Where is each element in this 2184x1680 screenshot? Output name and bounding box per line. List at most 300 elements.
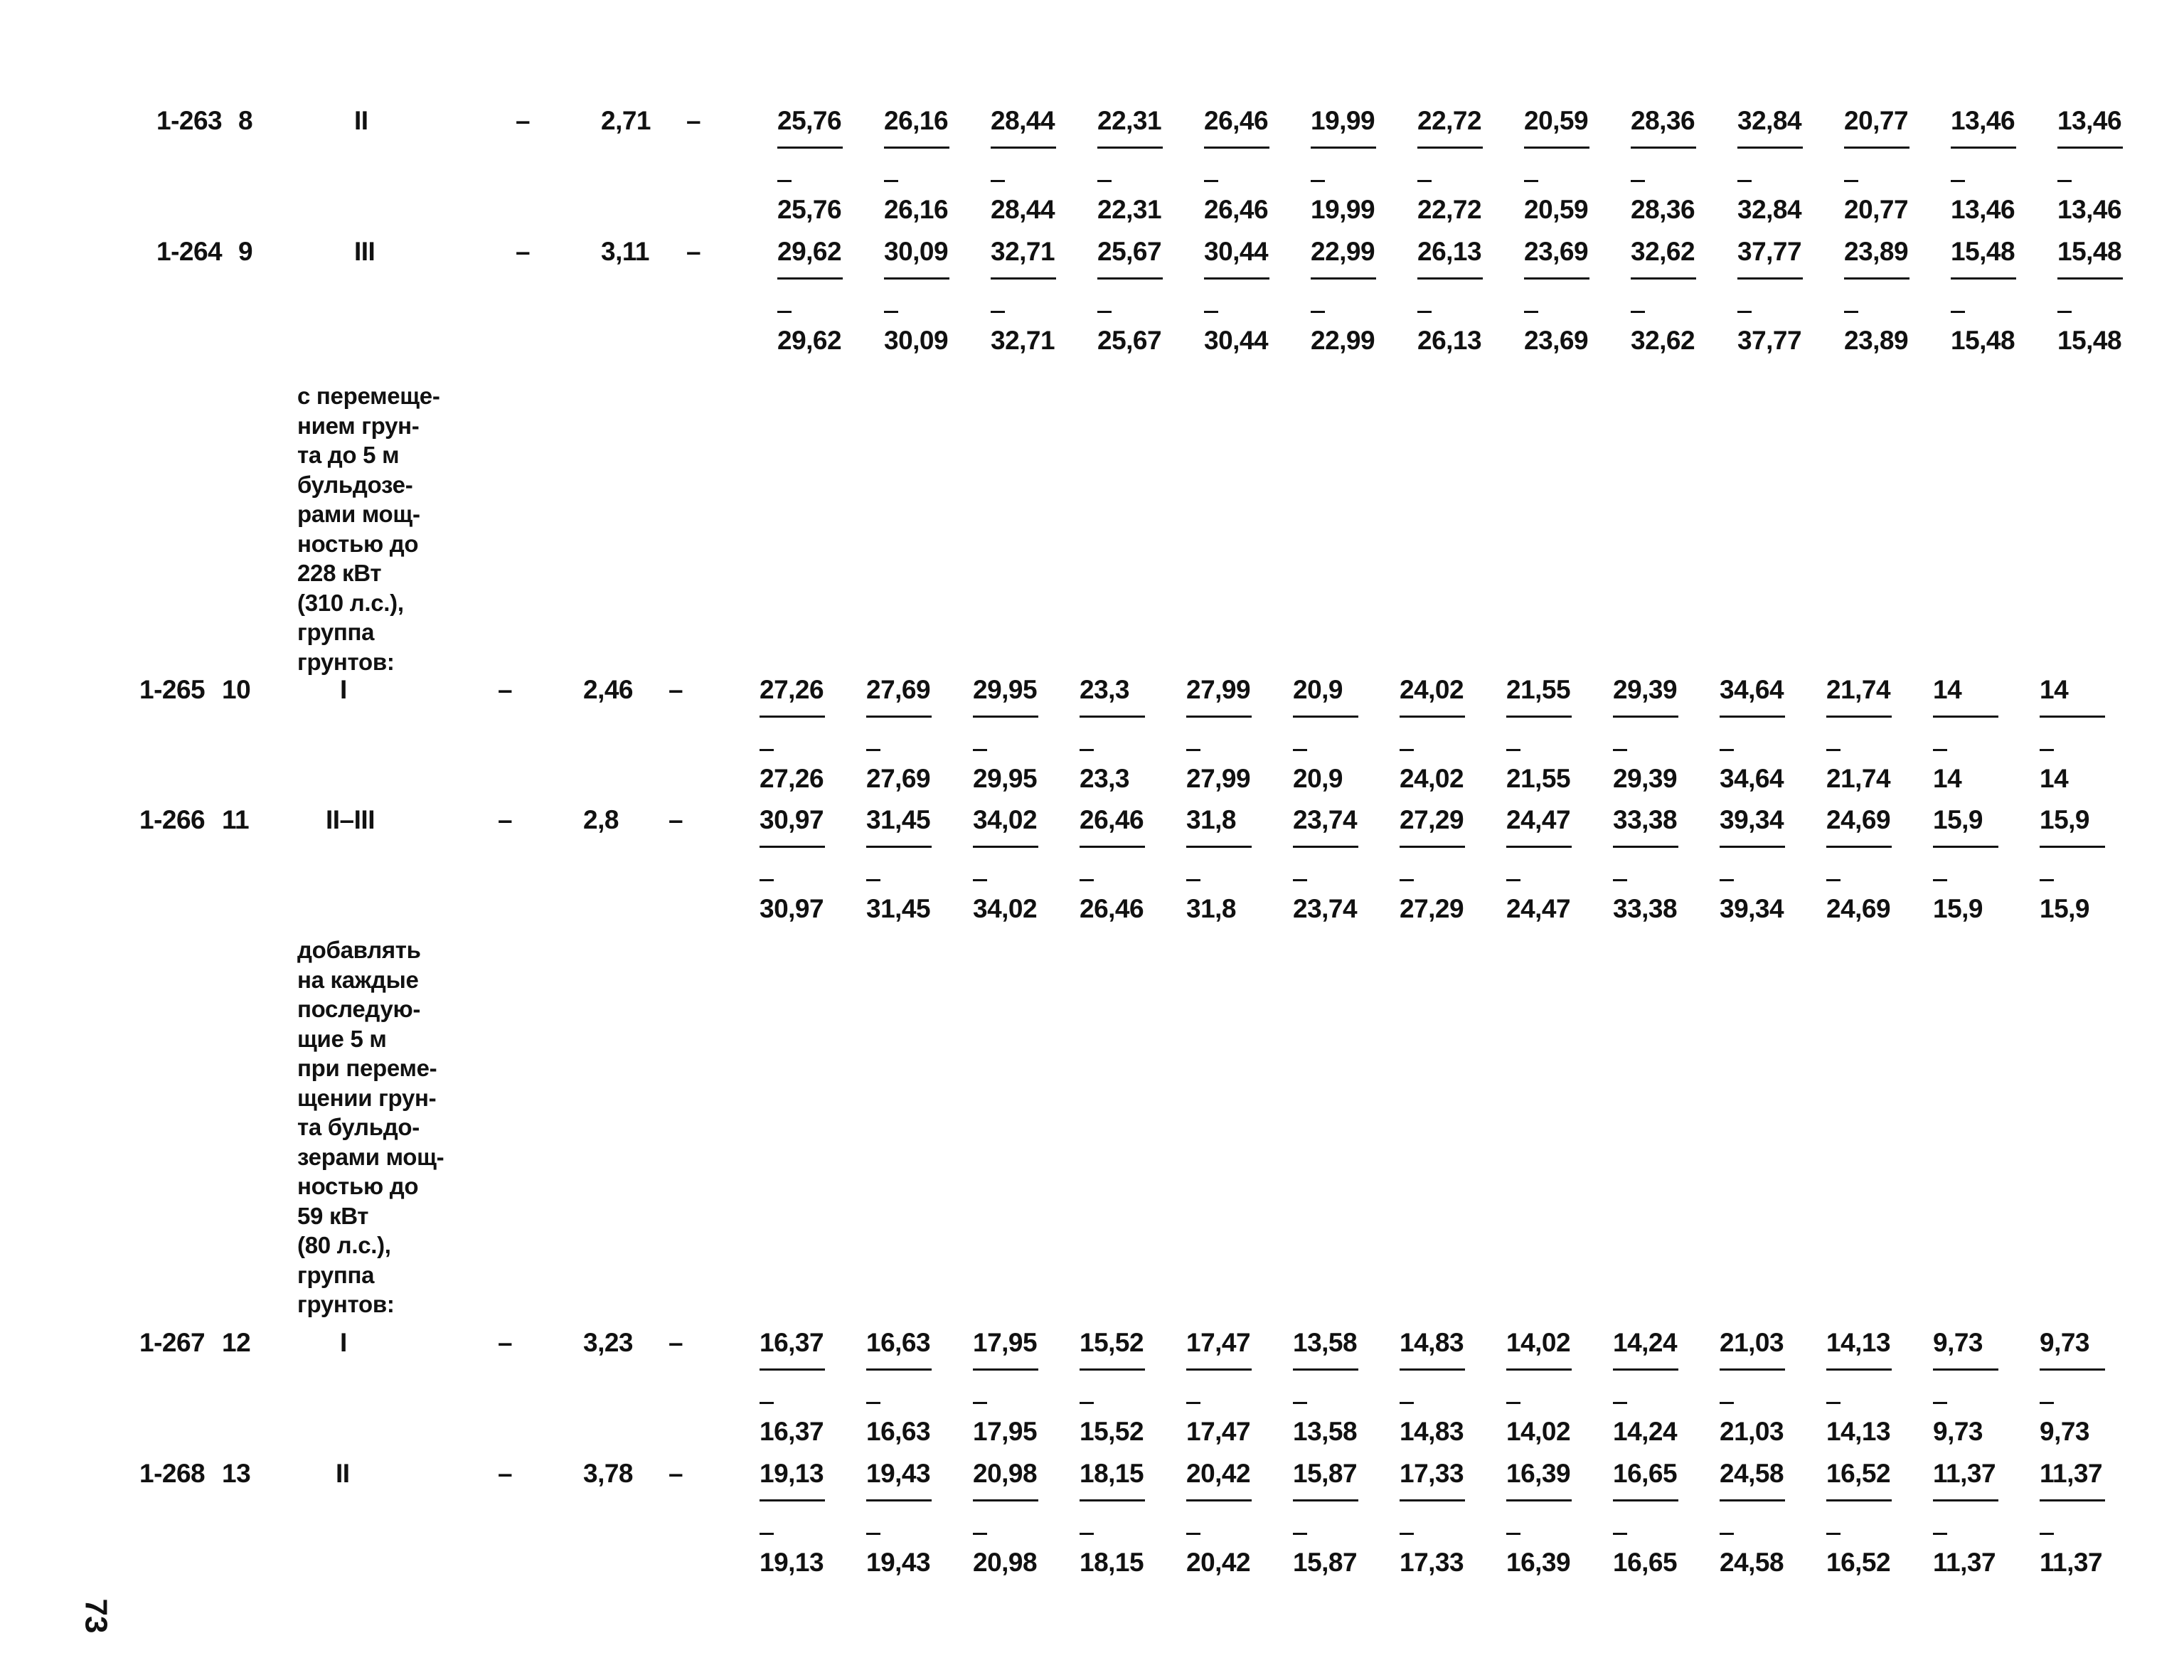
price-denominator: 15,48: [1951, 326, 2015, 355]
fraction-line: [1933, 1499, 1998, 1501]
price-numerator: 26,46: [1080, 805, 1144, 834]
price-denominator: 26,46: [1204, 195, 1269, 224]
price-denominator: 14,24: [1613, 1417, 1678, 1446]
price-numerator: 39,34: [1720, 805, 1784, 834]
empty-dash: –: [668, 1459, 683, 1488]
fraction-minus: [1186, 1402, 1200, 1404]
coefficient-value: 3,11: [601, 237, 649, 266]
empty-dash: –: [668, 805, 683, 834]
price-numerator: 25,67: [1097, 237, 1162, 266]
fraction-line: [866, 1368, 932, 1371]
price-numerator: 24,58: [1720, 1459, 1784, 1488]
fraction-minus: [760, 1402, 774, 1404]
fraction-line: [1097, 147, 1163, 149]
fraction-minus: [1613, 749, 1627, 751]
fraction-line: [760, 1368, 825, 1371]
price-numerator: 20,59: [1524, 106, 1589, 135]
fraction-minus: [1417, 180, 1432, 182]
fraction-line: [1204, 147, 1269, 149]
empty-dash: –: [668, 1328, 683, 1357]
fraction-minus: [1400, 749, 1414, 751]
price-numerator: 14: [1933, 675, 1962, 704]
fraction-minus: [2040, 879, 2054, 881]
price-denominator: 13,46: [1951, 195, 2015, 224]
fraction-line: [1737, 277, 1803, 280]
price-numerator: 16,37: [760, 1328, 824, 1357]
fraction-minus: [1826, 879, 1841, 881]
fraction-line: [1524, 147, 1589, 149]
coefficient-value: 3,23: [583, 1328, 634, 1357]
fraction-minus: [884, 180, 898, 182]
empty-dash: –: [498, 1459, 513, 1488]
price-numerator: 27,99: [1186, 675, 1251, 704]
fraction-line: [1186, 846, 1252, 848]
empty-dash: –: [668, 675, 683, 704]
fraction-line: [2057, 277, 2123, 280]
fraction-minus: [1613, 879, 1627, 881]
price-denominator: 20,42: [1186, 1548, 1251, 1577]
price-denominator: 33,38: [1613, 894, 1678, 923]
row-number: 8: [238, 106, 253, 135]
fraction-line: [991, 147, 1056, 149]
fraction-line: [777, 277, 843, 280]
fraction-line: [1186, 1499, 1252, 1501]
price-numerator: 26,13: [1417, 237, 1482, 266]
price-denominator: 26,16: [884, 195, 949, 224]
row-code: 1-263: [156, 106, 223, 135]
fraction-minus: [1844, 180, 1858, 182]
fraction-line: [2040, 1499, 2105, 1501]
price-numerator: 17,95: [973, 1328, 1038, 1357]
coefficient-value: 2,71: [601, 106, 651, 135]
fraction-line: [1506, 1499, 1572, 1501]
price-numerator: 14,13: [1826, 1328, 1891, 1357]
price-denominator: 9,73: [1933, 1417, 1983, 1446]
fraction-line: [2057, 147, 2123, 149]
price-numerator: 21,03: [1720, 1328, 1784, 1357]
fraction-minus: [1826, 749, 1841, 751]
price-numerator: 32,62: [1631, 237, 1695, 266]
fraction-minus: [1524, 180, 1538, 182]
fraction-minus: [1204, 180, 1218, 182]
price-numerator: 15,52: [1080, 1328, 1144, 1357]
fraction-line: [1613, 846, 1678, 848]
price-numerator: 14,24: [1613, 1328, 1678, 1357]
price-denominator: 31,45: [866, 894, 931, 923]
price-numerator: 26,16: [884, 106, 949, 135]
price-denominator: 22,31: [1097, 195, 1162, 224]
fraction-minus: [1311, 311, 1325, 313]
fraction-line: [777, 147, 843, 149]
price-numerator: 20,42: [1186, 1459, 1251, 1488]
fraction-minus: [2040, 1402, 2054, 1404]
price-numerator: 26,46: [1204, 106, 1269, 135]
fraction-minus: [777, 311, 792, 313]
fraction-minus: [1506, 1402, 1520, 1404]
fraction-line: [1951, 147, 2016, 149]
fraction-line: [760, 1499, 825, 1501]
price-numerator: 21,74: [1826, 675, 1891, 704]
row-code: 1-265: [139, 675, 206, 704]
price-denominator: 16,37: [760, 1417, 824, 1446]
price-denominator: 16,52: [1826, 1548, 1891, 1577]
price-numerator: 17,33: [1400, 1459, 1464, 1488]
fraction-minus: [1506, 749, 1520, 751]
empty-dash: –: [516, 106, 531, 135]
fraction-minus: [1844, 311, 1858, 313]
price-denominator: 24,58: [1720, 1548, 1784, 1577]
empty-dash: –: [686, 237, 701, 266]
fraction-line: [1311, 277, 1376, 280]
fraction-minus: [973, 1533, 987, 1535]
price-denominator: 29,39: [1613, 764, 1678, 793]
price-denominator: 24,69: [1826, 894, 1891, 923]
fraction-line: [1826, 846, 1892, 848]
price-denominator: 19,99: [1311, 195, 1375, 224]
fraction-minus: [866, 749, 880, 751]
fraction-line: [973, 716, 1038, 718]
price-denominator: 26,13: [1417, 326, 1482, 355]
price-denominator: 24,47: [1506, 894, 1571, 923]
price-denominator: 27,26: [760, 764, 824, 793]
fraction-line: [1826, 716, 1892, 718]
price-numerator: 13,58: [1293, 1328, 1358, 1357]
fraction-line: [866, 1499, 932, 1501]
fraction-minus: [866, 879, 880, 881]
fraction-line: [1631, 277, 1696, 280]
fraction-minus: [1826, 1533, 1841, 1535]
price-numerator: 14,83: [1400, 1328, 1464, 1357]
price-numerator: 24,47: [1506, 805, 1571, 834]
fraction-line: [1097, 277, 1163, 280]
fraction-minus: [2057, 180, 2072, 182]
price-numerator: 22,31: [1097, 106, 1162, 135]
price-numerator: 22,72: [1417, 106, 1482, 135]
price-denominator: 14,83: [1400, 1417, 1464, 1446]
fraction-line: [1524, 277, 1589, 280]
coefficient-value: 2,8: [583, 805, 619, 834]
price-denominator: 20,9: [1293, 764, 1343, 793]
fraction-line: [1720, 1499, 1785, 1501]
price-denominator: 14: [1933, 764, 1962, 793]
price-numerator: 27,69: [866, 675, 931, 704]
fraction-minus: [1933, 879, 1947, 881]
price-denominator: 15,9: [1933, 894, 1983, 923]
row-code: 1-268: [139, 1459, 206, 1488]
price-numerator: 37,77: [1737, 237, 1802, 266]
price-denominator: 20,59: [1524, 195, 1589, 224]
price-denominator: 16,63: [866, 1417, 931, 1446]
price-denominator: 17,47: [1186, 1417, 1251, 1446]
fraction-minus: [1720, 1533, 1734, 1535]
price-denominator: 30,09: [884, 326, 949, 355]
fraction-line: [1311, 147, 1376, 149]
fraction-minus: [1311, 180, 1325, 182]
empty-dash: –: [686, 106, 701, 135]
price-numerator: 29,39: [1613, 675, 1678, 704]
price-denominator: 34,64: [1720, 764, 1784, 793]
row-number: 13: [222, 1459, 251, 1488]
fraction-line: [973, 846, 1038, 848]
fraction-line: [1400, 1368, 1465, 1371]
fraction-line: [1506, 1368, 1572, 1371]
price-denominator: 14,02: [1506, 1417, 1571, 1446]
fraction-minus: [1097, 311, 1112, 313]
price-numerator: 20,98: [973, 1459, 1038, 1488]
price-denominator: 32,71: [991, 326, 1055, 355]
price-numerator: 15,87: [1293, 1459, 1358, 1488]
fraction-line: [1293, 846, 1358, 848]
price-denominator: 34,02: [973, 894, 1038, 923]
price-numerator: 19,13: [760, 1459, 824, 1488]
price-denominator: 22,99: [1311, 326, 1375, 355]
price-denominator: 23,89: [1844, 326, 1909, 355]
price-numerator: 15,48: [2057, 237, 2122, 266]
fraction-line: [866, 846, 932, 848]
price-denominator: 37,77: [1737, 326, 1802, 355]
price-denominator: 25,67: [1097, 326, 1162, 355]
fraction-minus: [2040, 1533, 2054, 1535]
fraction-minus: [1720, 1402, 1734, 1404]
page-number: 73: [78, 1598, 114, 1634]
row-number: 12: [222, 1328, 251, 1357]
price-numerator: 27,26: [760, 675, 824, 704]
price-denominator: 26,46: [1080, 894, 1144, 923]
fraction-minus: [1400, 879, 1414, 881]
price-numerator: 9,73: [1933, 1328, 1983, 1357]
fraction-line: [1400, 846, 1465, 848]
fraction-line: [884, 147, 949, 149]
price-numerator: 34,64: [1720, 675, 1784, 704]
price-numerator: 9,73: [2040, 1328, 2090, 1357]
fraction-minus: [1293, 749, 1307, 751]
fraction-line: [1737, 147, 1803, 149]
price-denominator: 17,33: [1400, 1548, 1464, 1577]
soil-group: I: [340, 1328, 347, 1357]
work-description: с перемеще- нием грун- та до 5 м бульдозе- рами мощ- ностью до 228 кВт (310 л.с.), группа грунтов:: [297, 383, 440, 675]
price-numerator: 22,99: [1311, 237, 1375, 266]
fraction-minus: [1186, 1533, 1200, 1535]
price-denominator: 14,13: [1826, 1417, 1891, 1446]
price-numerator: 14,02: [1506, 1328, 1571, 1357]
price-numerator: 23,3: [1080, 675, 1130, 704]
fraction-line: [1720, 716, 1785, 718]
price-numerator: 31,45: [866, 805, 931, 834]
empty-dash: –: [498, 675, 513, 704]
row-number: 11: [222, 805, 250, 834]
price-numerator: 18,15: [1080, 1459, 1144, 1488]
price-denominator: 21,55: [1506, 764, 1571, 793]
fraction-minus: [1080, 1533, 1094, 1535]
fraction-line: [973, 1368, 1038, 1371]
fraction-minus: [1737, 311, 1752, 313]
soil-group: III: [354, 237, 375, 266]
fraction-line: [1826, 1499, 1892, 1501]
fraction-minus: [1506, 879, 1520, 881]
fraction-minus: [1293, 1533, 1307, 1535]
price-numerator: 29,62: [777, 237, 842, 266]
price-numerator: 14: [2040, 675, 2069, 704]
price-numerator: 11,37: [1933, 1459, 1996, 1488]
row-code: 1-264: [156, 237, 223, 266]
fraction-minus: [1186, 879, 1200, 881]
fraction-line: [1506, 716, 1572, 718]
fraction-line: [1720, 1368, 1785, 1371]
price-numerator: 34,02: [973, 805, 1038, 834]
fraction-line: [760, 846, 825, 848]
fraction-minus: [1080, 749, 1094, 751]
fraction-minus: [1951, 311, 1965, 313]
fraction-line: [760, 716, 825, 718]
price-numerator: 23,74: [1293, 805, 1358, 834]
price-denominator: 15,48: [2057, 326, 2122, 355]
price-denominator: 13,58: [1293, 1417, 1358, 1446]
fraction-line: [1417, 147, 1483, 149]
price-denominator: 11,37: [1933, 1548, 1996, 1577]
fraction-line: [1631, 147, 1696, 149]
price-numerator: 25,76: [777, 106, 842, 135]
fraction-minus: [1720, 749, 1734, 751]
fraction-minus: [1293, 1402, 1307, 1404]
price-denominator: 25,76: [777, 195, 842, 224]
price-denominator: 24,02: [1400, 764, 1464, 793]
price-denominator: 23,3: [1080, 764, 1130, 793]
price-denominator: 39,34: [1720, 894, 1784, 923]
price-numerator: 30,97: [760, 805, 824, 834]
fraction-minus: [973, 1402, 987, 1404]
price-numerator: 17,47: [1186, 1328, 1251, 1357]
price-numerator: 30,09: [884, 237, 949, 266]
fraction-line: [1400, 1499, 1465, 1501]
fraction-minus: [1097, 180, 1112, 182]
fraction-minus: [760, 749, 774, 751]
price-numerator: 30,44: [1204, 237, 1269, 266]
price-numerator: 24,02: [1400, 675, 1464, 704]
price-numerator: 31,8: [1186, 805, 1237, 834]
price-numerator: 16,63: [866, 1328, 931, 1357]
fraction-line: [2040, 1368, 2105, 1371]
price-denominator: 23,69: [1524, 326, 1589, 355]
fraction-minus: [991, 180, 1005, 182]
price-denominator: 16,65: [1613, 1548, 1678, 1577]
empty-dash: –: [498, 1328, 513, 1357]
fraction-minus: [2040, 749, 2054, 751]
fraction-minus: [1506, 1533, 1520, 1535]
fraction-minus: [1293, 879, 1307, 881]
price-denominator: 27,69: [866, 764, 931, 793]
price-denominator: 27,99: [1186, 764, 1251, 793]
fraction-minus: [991, 311, 1005, 313]
row-code: 1-266: [139, 805, 206, 834]
price-numerator: 33,38: [1613, 805, 1678, 834]
price-numerator: 15,48: [1951, 237, 2015, 266]
fraction-line: [1720, 846, 1785, 848]
empty-dash: –: [516, 237, 531, 266]
price-denominator: 28,36: [1631, 195, 1695, 224]
fraction-line: [1613, 716, 1678, 718]
fraction-minus: [1613, 1402, 1627, 1404]
fraction-minus: [760, 1533, 774, 1535]
soil-group: II–III: [326, 805, 375, 834]
fraction-line: [1293, 1499, 1358, 1501]
price-numerator: 16,52: [1826, 1459, 1891, 1488]
price-denominator: 15,52: [1080, 1417, 1144, 1446]
soil-group: I: [340, 675, 347, 704]
row-number: 10: [222, 675, 251, 704]
fraction-minus: [1417, 311, 1432, 313]
price-denominator: 19,13: [760, 1548, 824, 1577]
fraction-minus: [1631, 311, 1645, 313]
price-denominator: 18,15: [1080, 1548, 1144, 1577]
fraction-line: [1186, 716, 1252, 718]
price-denominator: 32,84: [1737, 195, 1802, 224]
fraction-line: [1080, 716, 1145, 718]
price-numerator: 15,9: [2040, 805, 2090, 834]
fraction-line: [1506, 846, 1572, 848]
coefficient-value: 2,46: [583, 675, 634, 704]
price-numerator: 16,65: [1613, 1459, 1678, 1488]
fraction-minus: [1186, 749, 1200, 751]
price-denominator: 22,72: [1417, 195, 1482, 224]
fraction-line: [1933, 846, 1998, 848]
price-denominator: 20,77: [1844, 195, 1909, 224]
price-numerator: 19,43: [866, 1459, 931, 1488]
fraction-minus: [1204, 311, 1218, 313]
fraction-minus: [866, 1402, 880, 1404]
empty-dash: –: [498, 805, 513, 834]
price-numerator: 13,46: [2057, 106, 2122, 135]
fraction-line: [1293, 716, 1358, 718]
coefficient-value: 3,78: [583, 1459, 634, 1488]
price-numerator: 13,46: [1951, 106, 2015, 135]
work-description: добавлять на каждые последую- щие 5 м при переме- щении грун- та бульдо- зерами мощ- ностью до 59 кВт (80 л.с.), группа грунтов:: [297, 937, 444, 1317]
price-denominator: 31,8: [1186, 894, 1237, 923]
fraction-minus: [973, 879, 987, 881]
price-denominator: 20,98: [973, 1548, 1038, 1577]
row-number: 9: [238, 237, 253, 266]
price-numerator: 20,77: [1844, 106, 1909, 135]
price-denominator: 30,97: [760, 894, 824, 923]
price-numerator: 15,9: [1933, 805, 1983, 834]
fraction-minus: [1080, 1402, 1094, 1404]
fraction-minus: [884, 311, 898, 313]
fraction-line: [1613, 1368, 1678, 1371]
fraction-line: [1613, 1499, 1678, 1501]
fraction-minus: [760, 879, 774, 881]
price-numerator: 23,69: [1524, 237, 1589, 266]
fraction-line: [1826, 1368, 1892, 1371]
fraction-minus: [1080, 879, 1094, 881]
fraction-line: [2040, 846, 2105, 848]
fraction-line: [1417, 277, 1483, 280]
price-numerator: 29,95: [973, 675, 1038, 704]
fraction-line: [1080, 846, 1145, 848]
fraction-line: [884, 277, 949, 280]
fraction-minus: [1933, 1533, 1947, 1535]
price-numerator: 32,84: [1737, 106, 1802, 135]
price-denominator: 11,37: [2040, 1548, 2103, 1577]
fraction-minus: [1400, 1533, 1414, 1535]
price-numerator: 24,69: [1826, 805, 1891, 834]
fraction-line: [1293, 1368, 1358, 1371]
price-numerator: 28,36: [1631, 106, 1695, 135]
fraction-minus: [777, 180, 792, 182]
soil-group: II: [354, 106, 368, 135]
fraction-minus: [1826, 1402, 1841, 1404]
row-code: 1-267: [139, 1328, 206, 1357]
price-denominator: 28,44: [991, 195, 1055, 224]
price-numerator: 23,89: [1844, 237, 1909, 266]
